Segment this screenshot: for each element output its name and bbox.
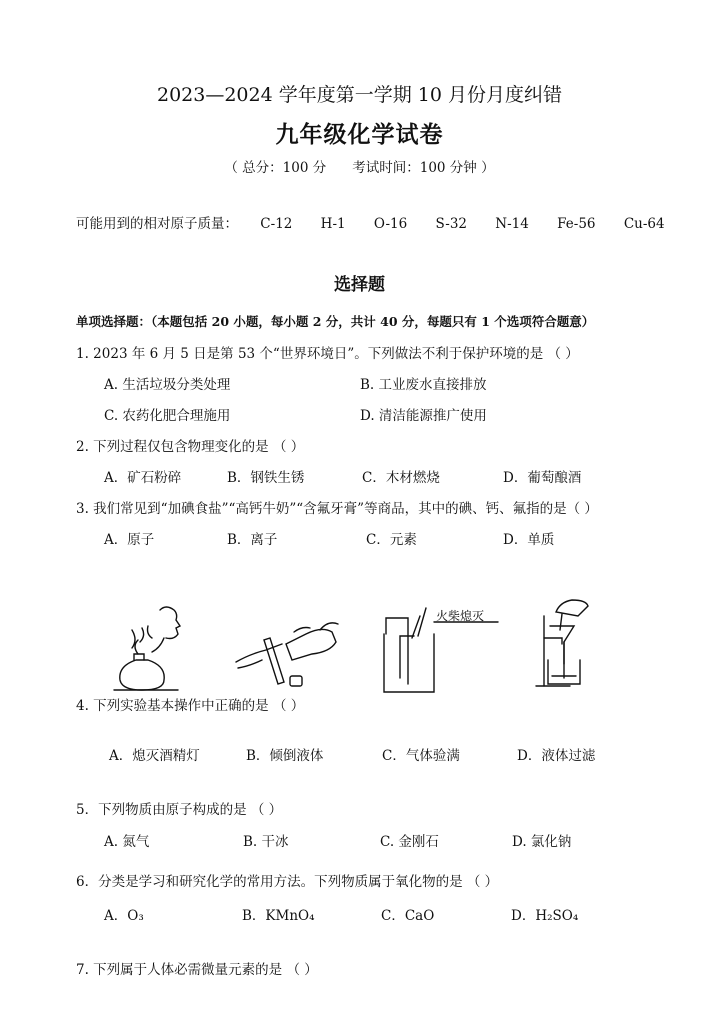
q1-option-a: A. 生活垃圾分类处理 [104,377,231,393]
question-3: 3. 我们常见到“加碘食盐”“高钙牛奶”“含氟牙膏”等商品，其中的碘、钙、氟指的是（ ） [76,501,598,517]
exam-time: 考试时间：100 分钟 ） [352,160,495,176]
section-instruction [76,312,594,330]
q3-option-a: A．原子 [104,532,155,548]
exam-info [0,156,719,176]
atomic-mass: Cu-64 [623,216,665,232]
q5-option-a: A. 氮气 [104,834,150,850]
instruction-prefix: 单项选择题： [76,314,152,329]
q1-option-d: D. 清洁能源推广使用 [360,408,487,424]
q6-option-a: A．O₃ [104,908,144,924]
q5-option-c: C. 金刚石 [380,834,439,850]
q1-option-b: B. 工业废水直接排放 [360,377,487,393]
total-score: （ 总分：100 分 [224,160,327,176]
question-1: 1. 2023 年 6 月 5 日是第 53 个“世界环境日”。下列做法不利于保护环境的是 （ ） [76,346,579,362]
gas-test-figure [378,606,503,698]
figure-label-match-out: 火柴熄灭 [436,609,485,623]
question-6: 6．分类是学习和研究化学的常用方法。下列物质属于氧化物的是 （ ） [76,874,499,890]
question-5: 5．下列物质由原子构成的是 （ ） [76,802,283,818]
atomic-mass: C-12 [260,216,293,232]
q5-option-d: D. 氯化钠 [512,834,572,850]
atomic-mass: O-16 [373,216,408,232]
q3-option-b: B．离子 [227,532,278,548]
q6-option-c: C．CaO [381,908,435,924]
q6-option-b: B．KMnO₄ [242,908,315,924]
atomic-mass: S-32 [435,216,467,232]
q2-option-d: D．葡萄酿酒 [503,470,582,486]
question-4: 4. 下列实验基本操作中正确的是 （ ） [76,698,305,714]
exam-title: 九年级化学试卷 [275,121,444,148]
q4-option-a: A．熄灭酒精灯 [109,748,200,764]
pour-liquid-figure [228,600,350,692]
q1-option-c: C. 农药化肥合理施用 [104,408,231,424]
atomic-masses-label: 可能用到的相对原子质量： [76,216,238,232]
extinguish-alcohol-lamp-figure [108,600,188,692]
atomic-masses [76,212,689,232]
atomic-mass: H-1 [320,216,346,232]
q3-option-c: C．元素 [366,532,417,548]
question-2: 2. 下列过程仅包含物理变化的是 （ ） [76,439,305,455]
q5-option-b: B. 干冰 [243,834,289,850]
q2-option-c: C．木材燃烧 [362,470,440,486]
q2-option-b: B．钢铁生锈 [227,470,305,486]
question-7: 7. 下列属于人体必需微量元素的是 （ ） [76,962,318,978]
q6-option-d: D．H₂SO₄ [511,908,579,924]
atomic-mass: Fe-56 [557,216,596,232]
q2-option-a: A．矿石粉碎 [104,470,182,486]
atomic-mass: N-14 [495,216,529,232]
filtration-figure [522,598,597,692]
q4-option-c: C．气体验满 [382,748,460,764]
exam-header-line: 2023—2024 学年度第一学期 10 月份月度纠错 [156,84,562,106]
section-title: 选择题 [334,275,385,295]
instruction-text: （本题包括 20 小题，每小题 2 分，共计 40 分，每题只有 1 个选项符合题意） [151,314,595,329]
q4-option-b: B．倾倒液体 [246,748,324,764]
q4-option-d: D．液体过滤 [517,748,596,764]
q3-option-d: D．单质 [503,532,555,548]
